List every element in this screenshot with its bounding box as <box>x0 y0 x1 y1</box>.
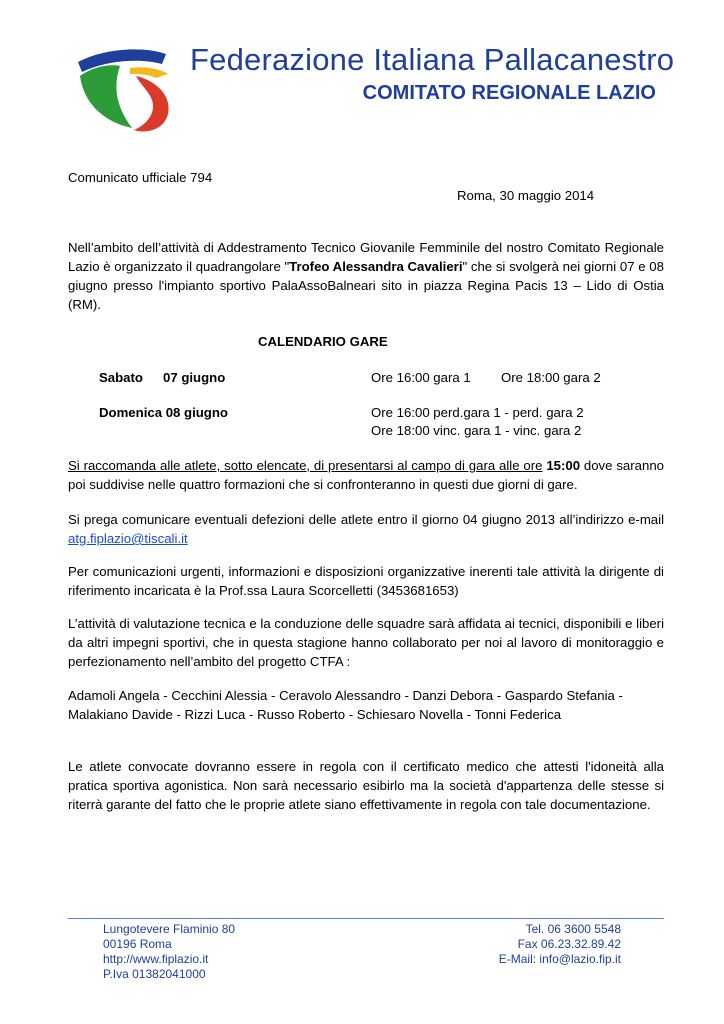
contact-paragraph: Per comunicazioni urgenti, informazioni e disposizioni organizzative inerenti tale attività la dirigente di riferimento incaricata è la Prof.ssa Laura Scorcelletti (3453681653) <box>68 564 664 598</box>
fip-logo <box>74 44 174 136</box>
saturday-game-2: Ore 18:00 gara 2 <box>501 370 601 385</box>
title-word-2: Italiana <box>373 42 484 77</box>
meeting-time: 15:00 <box>546 458 581 473</box>
communique-number: Comunicato ufficiale 794 <box>68 170 213 185</box>
coaches-line-2: Malakiano Davide - Rizzi Luca - Russo Roberto - Schiesaro Novella - Tonni Federica <box>68 707 562 722</box>
evaluation-paragraph: L’attività di valutazione tecnica e la conduzione delle squadre sarà affidata ai tecnici, disponibili e liberi da altri impegni sportivi, che in questa stagione hanno collaborato per noi al lavoro di monitoraggio e perfezionamento nell’ambito del progetto CTFA : <box>68 616 664 669</box>
footer-divider <box>68 918 664 919</box>
footer-address: Lungotevere Flaminio 80 <box>103 922 236 936</box>
footer-vat: P.Iva 01382041000 <box>103 967 206 981</box>
sunday-games-line-2: Ore 18:00 vinc. gara 1 - vinc. gara 2 <box>371 423 582 438</box>
footer-tel: Tel. 06 3600 5548 <box>525 922 621 936</box>
title-word-3: Pallacanestro <box>483 42 675 77</box>
saturday-game-1: Ore 16:00 gara 1 <box>371 370 471 385</box>
document-date: Roma, 30 maggio 2014 <box>457 188 595 203</box>
sunday-games-line-1: Ore 16:00 perd.gara 1 - perd. gara 2 <box>371 405 584 420</box>
absence-paragraph: Si prega comunicare eventuali defezioni delle atlete entro il giorno 04 giugno 2013 all’indirizzo e-mail atg.fiplazio@tiscali.it <box>68 512 664 546</box>
committee-subtitle: COMITATO REGIONALE LAZIO <box>362 82 656 104</box>
logo-yellow-swoosh <box>130 67 168 78</box>
footer-left <box>103 922 235 982</box>
coaches-line-1: Adamoli Angela - Cecchini Alessia - Ceravolo Alessandro - Danzi Debora - Gaspardo Stefania - <box>68 688 623 703</box>
intro-paragraph: Nell’ambito dell’attività di Addestramento Tecnico Giovanile Femminile del nostro Comitato Regionale Lazio è organizzato il quadrangolare "Trofeo Alessandra Cavalieri" che si svolgerà nei giorni 07 e 08 giugno presso l'impianto sportivo PalaAssoBalneari sito in piazza Regina Pacis 13 – Lido di Ostia (RM). <box>68 240 664 312</box>
logo-red-swoosh <box>134 76 169 131</box>
saturday-date: 07 giugno <box>163 370 226 385</box>
footer-right <box>499 922 621 967</box>
recommendation-paragraph: Si raccomanda alle atlete, sotto elencate, di presentarsi al campo di gara alle ore 15:00 dove saranno poi suddivise nelle quattro formazioni che si confronteranno in questi due giorni di gare. <box>68 458 664 492</box>
trophy-name: Trofeo Alessandra Cavalieri <box>289 259 463 274</box>
footer-email: E-Mail: info@lazio.fip.it <box>498 952 621 966</box>
absence-email-link[interactable]: atg.fiplazio@tiscali.it <box>68 531 188 546</box>
footer-city: 00196 Roma <box>103 937 172 951</box>
footer-fax: Fax 06.23.32.89.42 <box>517 937 621 951</box>
saturday-label: Sabato <box>99 370 143 385</box>
sunday-label: Domenica 08 giugno <box>99 405 228 420</box>
logo-green-swoosh <box>80 65 132 128</box>
medical-paragraph: Le atlete convocate dovranno essere in regola con il certificato medico che attesti l'idoneità alla pratica sportiva agonistica. Non sarà necessario esibirlo ma la società d'appartenza delle stesse si riterrà garante del fatto che le proprie atlete siano effettivamente in regola con tale documentazione. <box>68 759 664 812</box>
calendar-title: CALENDARIO GARE <box>258 334 388 349</box>
federation-title <box>190 42 674 78</box>
footer-website: http://www.fiplazio.it <box>103 952 209 966</box>
title-word-1: Federazione <box>190 42 374 77</box>
